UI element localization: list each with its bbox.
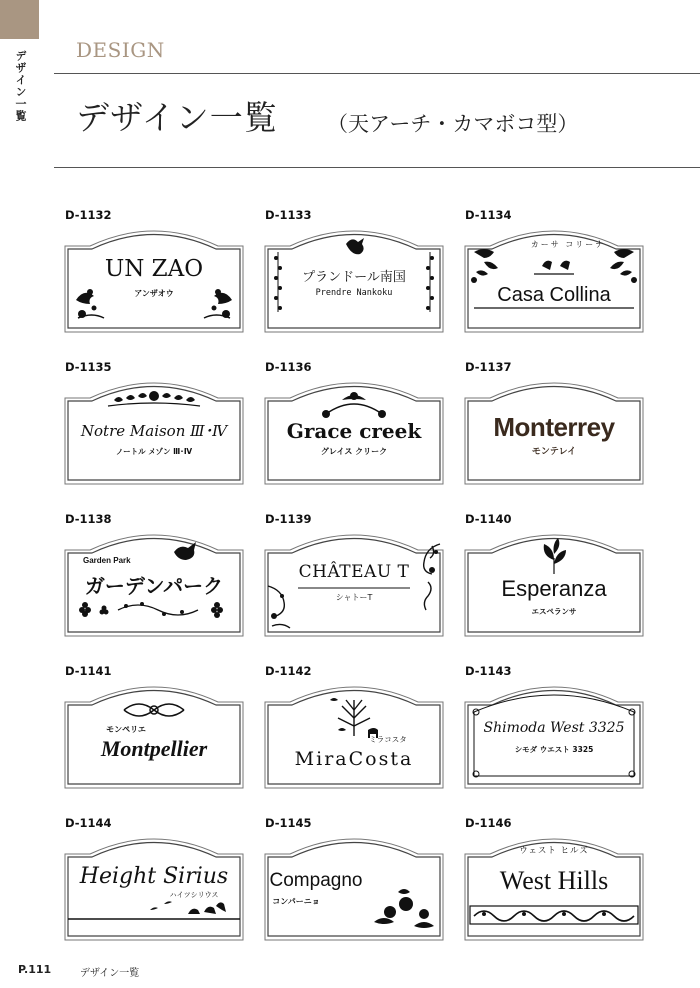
sign-subtitle: ノートル メゾン Ⅲ･Ⅳ xyxy=(115,447,193,456)
product-code: D-1145 xyxy=(265,816,312,830)
sign-plate xyxy=(464,374,644,485)
sign-plate xyxy=(64,222,244,333)
product-code: D-1133 xyxy=(265,208,312,222)
sign-plate xyxy=(64,830,244,941)
sign-plate xyxy=(464,678,644,789)
product-code: D-1143 xyxy=(465,664,512,678)
product-card-d1140[interactable] xyxy=(464,512,644,637)
sign-plate xyxy=(464,222,644,333)
product-card-d1137[interactable] xyxy=(464,360,644,485)
product-code: D-1138 xyxy=(65,512,112,526)
sign-subtitle: ハイツシリウス xyxy=(169,891,219,899)
product-code: D-1146 xyxy=(465,816,512,830)
sign-title: CHÂTEAU T xyxy=(298,562,410,582)
sign-title: Shimoda West 3325 xyxy=(483,720,625,736)
sign-subtitle: カーサ コリーナ xyxy=(530,240,606,249)
product-card-d1144[interactable] xyxy=(64,816,244,941)
sign-title: MiraCosta xyxy=(294,748,414,770)
product-code: D-1140 xyxy=(465,512,512,526)
sign-subtitle: エスペランサ xyxy=(531,607,577,616)
sign-subtitle: モンペリエ xyxy=(106,725,146,734)
sign-title: Esperanza xyxy=(501,576,607,601)
product-code: D-1141 xyxy=(65,664,112,678)
product-card-d1133[interactable] xyxy=(264,208,444,333)
sign-title: Monterrey xyxy=(493,412,615,442)
product-code: D-1142 xyxy=(265,664,312,678)
sign-title: Notre Maison Ⅲ･Ⅳ xyxy=(80,422,228,440)
footer-section-label: デザイン一覧 xyxy=(80,968,140,979)
sign-plate xyxy=(464,830,644,941)
product-code: D-1132 xyxy=(65,208,112,222)
sign-subtitle: モンテレイ xyxy=(531,447,577,457)
sign-plate xyxy=(64,374,244,485)
sign-title: ガーデンパーク xyxy=(84,574,224,598)
sign-title: Grace creek xyxy=(286,419,422,443)
product-card-d1145[interactable] xyxy=(264,816,444,941)
sign-plate xyxy=(264,374,444,485)
product-card-d1134[interactable] xyxy=(464,208,644,333)
page-number: P.111 xyxy=(18,963,52,976)
sign-title: Compagno xyxy=(269,870,363,891)
product-code: D-1135 xyxy=(65,360,112,374)
sign-title: West Hills xyxy=(499,866,609,895)
page-title: デザイン一覧 xyxy=(76,98,278,137)
product-card-d1146[interactable] xyxy=(464,816,644,941)
sign-plate xyxy=(464,526,644,637)
sign-subtitle: Garden Park xyxy=(83,556,131,565)
header-rule-top xyxy=(54,73,700,74)
page-subtitle: （天アーチ・カマボコ型） xyxy=(327,112,579,136)
sign-title: Casa Collina xyxy=(497,284,611,306)
sign-subtitle: アンザオウ xyxy=(134,289,174,298)
sign-subtitle: シモダ ウエスト 3325 xyxy=(514,745,594,754)
sign-title: Montpellier xyxy=(100,736,208,761)
header-rule-bottom xyxy=(54,167,700,168)
product-card-d1132[interactable] xyxy=(64,208,244,333)
sign-plate xyxy=(64,526,244,637)
section-tab xyxy=(0,0,39,39)
product-code: D-1134 xyxy=(465,208,512,222)
product-card-d1136[interactable] xyxy=(264,360,444,485)
product-code: D-1136 xyxy=(265,360,312,374)
sign-subtitle: グレイス クリーク xyxy=(320,447,388,456)
sign-plate xyxy=(264,526,444,637)
sign-plate xyxy=(264,222,444,333)
sign-subtitle: Prendre Nankoku xyxy=(315,288,393,298)
product-card-d1142[interactable] xyxy=(264,664,444,789)
sign-subtitle: コンパーニョ xyxy=(272,897,320,906)
sign-plate xyxy=(264,678,444,789)
leaf-icon xyxy=(150,907,158,910)
sign-plate xyxy=(264,830,444,941)
sign-title: UN ZAO xyxy=(104,256,204,282)
side-section-label: デザイン一覧 xyxy=(14,50,27,122)
sign-subtitle: シャトーT xyxy=(335,593,373,602)
sign-title: プランドール南国 xyxy=(302,270,406,285)
sign-subtitle: ウェスト ヒルズ xyxy=(519,846,589,856)
product-code: D-1137 xyxy=(465,360,512,374)
sign-plate xyxy=(64,678,244,789)
sign-subtitle: ミラコスタ xyxy=(369,735,407,744)
product-card-d1138[interactable] xyxy=(64,512,244,637)
product-code: D-1139 xyxy=(265,512,312,526)
product-code: D-1144 xyxy=(65,816,112,830)
product-card-d1141[interactable] xyxy=(64,664,244,789)
sign-title: Height Sirius xyxy=(79,864,229,889)
product-card-d1135[interactable] xyxy=(64,360,244,485)
eyebrow-label: DESIGN xyxy=(76,38,165,62)
product-card-d1139[interactable] xyxy=(264,512,444,637)
product-card-d1143[interactable] xyxy=(464,664,644,789)
